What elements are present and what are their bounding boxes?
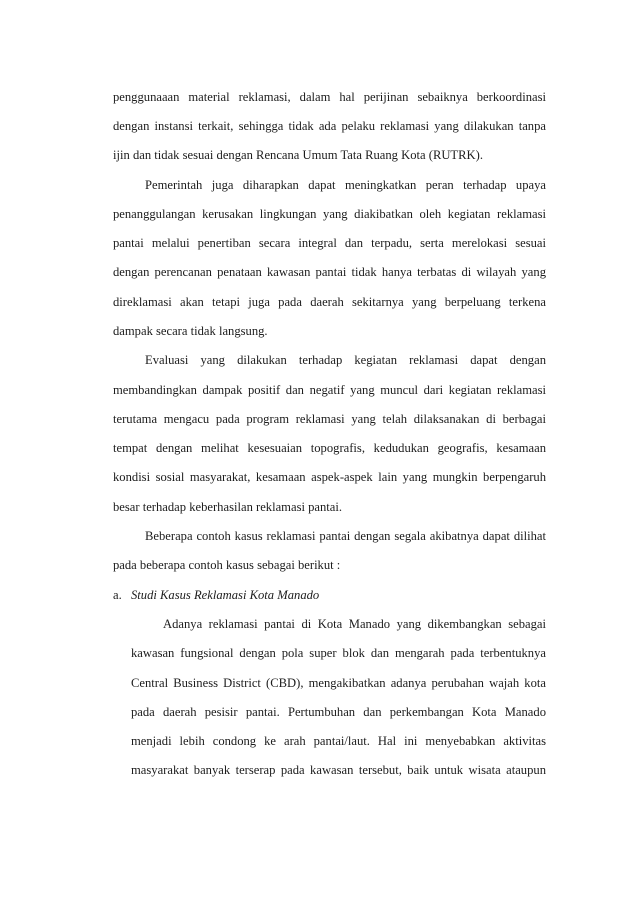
text-line: besar terhadap keberhasilan reklamasi pantai. bbox=[113, 500, 343, 514]
section-heading bbox=[113, 587, 546, 603]
text-line: Pemerintah juga diharapkan dapat meningkatkan peran terhadap upaya bbox=[145, 178, 546, 192]
text-line: kawasan fungsional dengan pola super blok dan mengarah pada terbentuknya bbox=[131, 646, 546, 660]
text-line: kondisi sosial masyarakat, kesamaan aspek-aspek lain yang mungkin berpengaruh bbox=[113, 470, 546, 484]
text-line: Adanya reklamasi pantai di Kota Manado yang dikembangkan sebagai bbox=[163, 617, 546, 631]
text-line: pantai melalui penertiban secara integral dan terpadu, serta merelokasi sesuai bbox=[113, 236, 546, 250]
text-line: dengan instansi terkait, sehingga tidak ada pelaku reklamasi yang dilakukan tanpa bbox=[113, 119, 546, 133]
text-line: pada daerah pesisir pantai. Pertumbuhan dan perkembangan Kota Manado bbox=[131, 705, 546, 719]
text-line: membandingkan dampak positif dan negatif yang muncul dari kegiatan reklamasi bbox=[113, 383, 546, 397]
text-line: Beberapa contoh kasus reklamasi pantai dengan segala akibatnya dapat dilihat bbox=[145, 529, 546, 543]
text-line: masyarakat banyak terserap pada kawasan tersebut, baik untuk wisata ataupun bbox=[131, 763, 546, 777]
text-line: dampak secara tidak langsung. bbox=[113, 324, 268, 338]
text-line: pada beberapa contoh kasus sebagai berikut : bbox=[113, 558, 341, 572]
text-line: Evaluasi yang dilakukan terhadap kegiatan reklamasi dapat dengan bbox=[145, 353, 546, 367]
text-line: ijin dan tidak sesuai dengan Rencana Umum Tata Ruang Kota (RUTRK). bbox=[113, 148, 483, 162]
text-line: terutama mengacu pada program reklamasi yang telah dilaksanakan di berbagai bbox=[113, 412, 546, 426]
section-title: Studi Kasus Reklamasi Kota Manado bbox=[131, 588, 320, 602]
text-line: penanggulangan kerusakan lingkungan yang diakibatkan oleh kegiatan reklamasi bbox=[113, 207, 546, 221]
text-line: menjadi lebih condong ke arah pantai/laut. Hal ini menyebabkan aktivitas bbox=[131, 734, 546, 748]
text-line: Central Business District (CBD), mengakibatkan adanya perubahan wajah kota bbox=[131, 676, 546, 690]
text-line: dengan perencanan penataan kawasan pantai tidak hanya terbatas di wilayah yang bbox=[113, 265, 546, 279]
text-line: direklamasi akan tetapi juga pada daerah sekitarnya yang berpeluang terkena bbox=[113, 295, 546, 309]
section-marker: a. bbox=[113, 588, 122, 602]
text-line: penggunaaan material reklamasi, dalam hal perijinan sebaiknya berkoordinasi bbox=[113, 90, 546, 104]
text-line: tempat dengan melihat kesesuaian topografis, kedudukan geografis, kesamaan bbox=[113, 441, 546, 455]
